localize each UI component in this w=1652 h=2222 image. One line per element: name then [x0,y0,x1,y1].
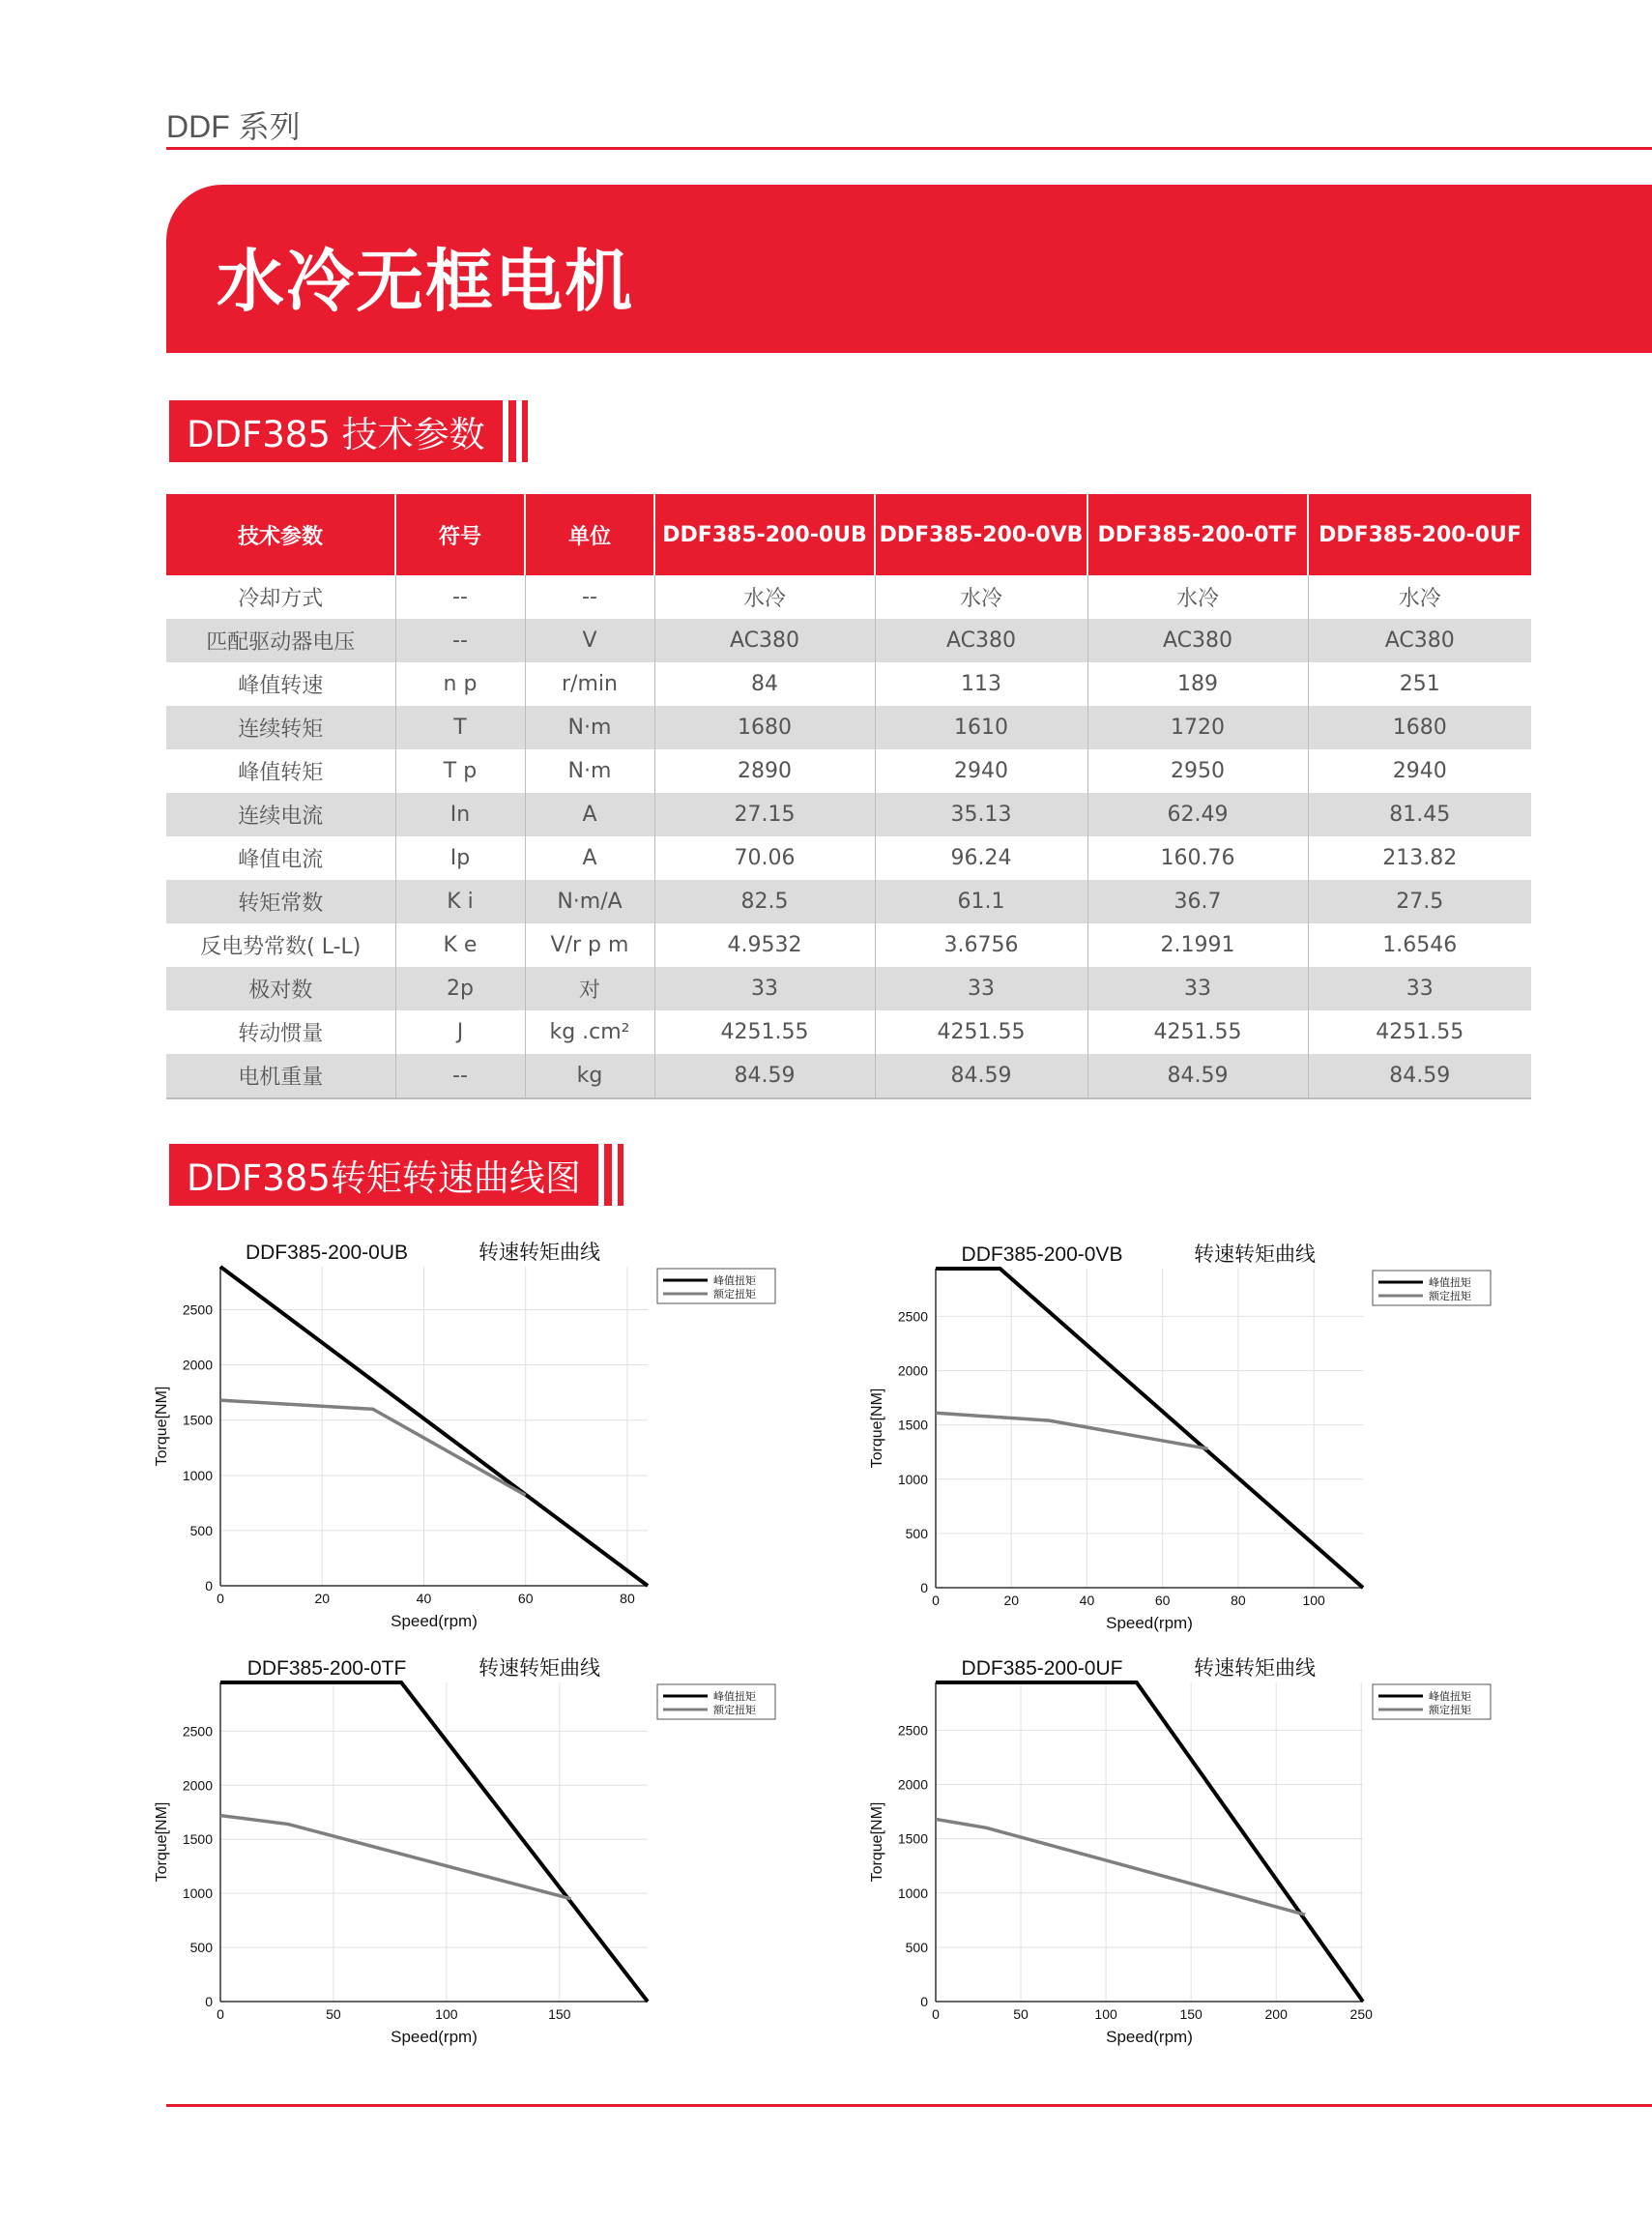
value-cell: 33 [1087,967,1308,1010]
value-cell: 84.59 [875,1054,1087,1098]
value-cell: 70.06 [654,836,875,880]
table-row [166,575,1531,619]
value-cell: 1720 [1087,706,1308,749]
param-cell: 极对数 [166,967,395,1010]
unit-cell: A [525,836,654,880]
value-cell: 4251.55 [1087,1010,1308,1054]
rated-torque-line [936,1819,1305,1915]
value-cell: 84.59 [654,1054,875,1098]
page-title: 水冷无框电机 [217,242,634,321]
y-tick-label: 1000 [897,1471,928,1487]
symbol-cell: -- [395,619,525,662]
section-heading-specs [169,400,528,462]
x-tick-label: 200 [1264,2006,1288,2022]
y-tick-label: 500 [905,1939,928,1955]
value-cell: AC380 [1087,619,1308,662]
legend-label: 额定扭矩 [713,1705,756,1716]
x-axis-label: Speed(rpm) [1106,2028,1193,2046]
chart-legend [657,1684,775,1719]
y-tick-label: 0 [920,1994,928,2009]
y-axis-label: Torque[NM] [869,1801,885,1883]
torque-speed-chart-0vb [860,1240,1537,1646]
x-axis-label: Speed(rpm) [391,2028,478,2046]
value-cell: AC380 [1308,619,1531,662]
accent-bar [508,400,516,462]
y-tick-label: 1500 [897,1417,928,1433]
value-cell: 4251.55 [875,1010,1087,1054]
accent-bar [522,400,528,462]
value-cell: 水冷 [654,575,875,619]
y-tick-label: 1000 [182,1886,213,1902]
param-cell: 转动惯量 [238,1022,324,1046]
table-row [166,967,1531,1010]
symbol-cell: K e [395,923,525,967]
unit-cell: kg [525,1054,654,1098]
param-cell: 电机重量 [166,1054,395,1098]
value-cell: AC380 [875,619,1087,662]
param-cell: 匹配驱动器电压 [166,619,395,662]
value-cell: 2940 [875,749,1087,793]
legend-label: 峰值扭矩 [1429,1691,1471,1703]
x-tick-label: 40 [1079,1593,1095,1608]
unit-cell: kg .cm² [525,1010,654,1054]
x-tick-label: 100 [435,2006,458,2022]
table-row [166,1010,1531,1054]
chart-svg [145,1238,822,1644]
unit-cell: N·m [525,749,654,793]
value-cell: 82.5 [654,880,875,923]
x-axis-label: Speed(rpm) [391,1612,478,1630]
value-cell: 2950 [1087,749,1308,793]
y-tick-label: 1000 [182,1467,213,1483]
value-cell: 84 [654,662,875,706]
y-axis-label: Torque[NM] [154,1801,170,1883]
value-cell: AC380 [654,619,875,662]
value-cell: 213.82 [1308,836,1531,880]
table-row [166,793,1531,836]
column-header: DDF385-200-0UB [654,494,875,575]
legend-label: 额定扭矩 [713,1289,756,1301]
value-cell: 62.49 [1087,793,1308,836]
y-tick-label: 2000 [182,1777,213,1794]
torque-speed-chart-0uf [860,1653,1537,2060]
x-axis-label: Speed(rpm) [1106,1614,1193,1632]
param-cell: 连续转矩 [166,706,395,749]
chart-title: DDF385-200-0UB [245,1242,409,1264]
torque-speed-chart-0ub [145,1238,822,1644]
rated-torque-line [220,1400,526,1495]
y-tick-label: 0 [920,1580,928,1595]
unit-cell: r/min [525,662,654,706]
value-cell: 4251.55 [654,1010,875,1054]
x-tick-label: 0 [932,2006,940,2022]
y-tick-label: 1000 [897,1885,928,1901]
unit-cell: 对 [525,967,654,1010]
accent-bar [618,1144,623,1206]
chart-title: DDF385-200-0TF [246,1657,407,1680]
unit-cell: V/r p m [525,923,654,967]
table-row [166,749,1531,793]
y-tick-label: 0 [205,1578,213,1593]
symbol-cell: -- [395,1054,525,1098]
table-row [166,619,1531,662]
column-header: DDF385-200-0UF [1308,494,1531,575]
y-tick-label: 1500 [897,1830,928,1847]
value-cell: 27.15 [654,793,875,836]
symbol-cell: 2p [395,967,525,1010]
legend-label: 额定扭矩 [1429,1291,1471,1302]
chart-subtitle: 转速转矩曲线 [478,1242,600,1264]
symbol-cell: T [395,706,525,749]
value-cell: 水冷 [1087,575,1308,619]
value-cell: 1.6546 [1308,923,1531,967]
table-row [166,662,1531,706]
y-tick-label: 500 [189,1940,213,1956]
column-header: 技术参数 [166,494,395,575]
unit-cell: N·m/A [525,880,654,923]
x-tick-label: 0 [217,2006,224,2022]
y-tick-label: 1500 [182,1831,213,1848]
x-tick-label: 50 [1013,2006,1029,2022]
value-cell: 27.5 [1308,880,1531,923]
value-cell: 113 [875,662,1087,706]
x-tick-label: 60 [1154,1593,1171,1608]
chart-legend [657,1269,775,1303]
section-title: DDF385转矩转速曲线图 [169,1144,598,1206]
unit-cell: N·m [525,706,654,749]
x-tick-label: 0 [217,1591,224,1606]
value-cell: 3.6756 [875,923,1087,967]
title-banner [166,185,1652,353]
legend-label: 峰值扭矩 [1429,1277,1471,1289]
table-row [166,923,1531,967]
legend-label: 峰值扭矩 [713,1691,756,1703]
y-tick-label: 500 [189,1522,213,1538]
param-cell: 峰值转矩 [238,761,324,785]
symbol-cell: In [395,793,525,836]
value-cell: 4251.55 [1308,1010,1531,1054]
footer-divider [166,2104,1652,2107]
column-header: DDF385-200-0VB [875,494,1087,575]
value-cell: 4.9532 [654,923,875,967]
chart-subtitle: 转速转矩曲线 [1194,1657,1316,1680]
symbol-cell: n p [395,662,525,706]
table-header-row [166,494,1531,575]
value-cell: 1610 [875,706,1087,749]
value-cell: 水冷 [1308,575,1531,619]
y-tick-label: 2500 [182,1301,213,1318]
value-cell: 81.45 [1308,793,1531,836]
y-tick-label: 2500 [182,1723,213,1740]
x-tick-label: 100 [1302,1593,1325,1608]
y-tick-label: 2000 [182,1357,213,1373]
value-cell: 33 [875,967,1087,1010]
peak-torque-line [220,1682,648,2002]
column-header: 单位 [525,494,654,575]
value-cell: 84.59 [1087,1054,1308,1098]
value-cell: 84.59 [1308,1054,1531,1098]
value-cell: 2.1991 [1087,923,1308,967]
chart-legend [1373,1684,1491,1719]
accent-bar [604,1144,612,1206]
value-cell: 251 [1308,662,1531,706]
column-header: 符号 [395,494,525,575]
peak-torque-line [220,1267,648,1586]
value-cell: 160.76 [1087,836,1308,880]
param-cell: 峰值转速 [238,674,324,698]
value-cell: 36.7 [1087,880,1308,923]
y-tick-label: 1500 [182,1412,213,1428]
param-cell: 反电势常数( L-L) [200,935,362,959]
rated-torque-line [220,1816,570,1899]
symbol-cell: Ip [395,836,525,880]
y-tick-label: 0 [205,1994,213,2009]
y-axis-label: Torque[NM] [869,1388,885,1469]
symbol-cell: K i [395,880,525,923]
chart-title: DDF385-200-0UF [961,1657,1123,1680]
rated-torque-line [936,1413,1208,1448]
x-tick-label: 50 [326,2006,341,2022]
chart-title: DDF385-200-0VB [961,1243,1123,1266]
value-cell: 1680 [654,706,875,749]
table-row [166,836,1531,880]
symbol-cell: J [395,1010,525,1054]
torque-speed-chart-0tf [145,1653,822,2060]
spec-table [166,494,1531,1099]
x-tick-label: 40 [416,1591,432,1606]
value-cell: 2940 [1308,749,1531,793]
x-tick-label: 150 [548,2006,571,2022]
table-row [166,880,1531,923]
value-cell: 33 [654,967,875,1010]
value-cell: 33 [1308,967,1531,1010]
unit-cell: A [525,793,654,836]
y-tick-label: 2000 [897,1776,928,1793]
symbol-cell: T p [395,749,525,793]
column-header: DDF385-200-0TF [1087,494,1308,575]
value-cell: 35.13 [875,793,1087,836]
y-tick-label: 500 [905,1525,928,1541]
x-tick-label: 20 [314,1591,331,1606]
x-tick-label: 80 [1231,1593,1246,1608]
table-row [166,1054,1531,1098]
chart-legend [1373,1271,1491,1305]
section-heading-curves [169,1144,623,1206]
x-tick-label: 20 [1003,1593,1020,1608]
unit-cell: V [525,619,654,662]
x-tick-label: 0 [932,1593,940,1608]
y-tick-label: 2000 [897,1362,928,1379]
table-row [166,706,1531,749]
legend-label: 峰值扭矩 [713,1275,756,1287]
value-cell: 189 [1087,662,1308,706]
y-tick-label: 2500 [897,1722,928,1739]
section-title: DDF385 技术参数 [169,400,503,462]
x-tick-label: 80 [620,1591,635,1606]
y-axis-label: Torque[NM] [154,1386,170,1467]
x-tick-label: 100 [1094,2006,1117,2022]
value-cell: 2890 [654,749,875,793]
unit-cell: -- [525,575,654,619]
y-tick-label: 2500 [897,1308,928,1325]
value-cell: 水冷 [875,575,1087,619]
chart-subtitle: 转速转矩曲线 [478,1657,600,1680]
chart-svg [145,1653,822,2060]
chart-svg [860,1240,1537,1646]
legend-label: 额定扭矩 [1429,1705,1471,1716]
param-cell: 峰值电流 [238,848,324,872]
value-cell: 96.24 [875,836,1087,880]
symbol-cell: -- [395,575,525,619]
param-cell: 连续电流 [166,793,395,836]
x-tick-label: 60 [517,1591,534,1606]
x-tick-label: 250 [1349,2006,1373,2022]
header-divider [166,147,1652,150]
param-cell: 转矩常数 [166,880,395,923]
value-cell: 61.1 [875,880,1087,923]
chart-svg [860,1653,1537,2060]
x-tick-label: 150 [1179,2006,1203,2022]
chart-subtitle: 转速转矩曲线 [1194,1243,1316,1266]
series-label: DDF 系列 [166,109,301,144]
value-cell: 1680 [1308,706,1531,749]
param-cell: 冷却方式 [238,587,324,611]
